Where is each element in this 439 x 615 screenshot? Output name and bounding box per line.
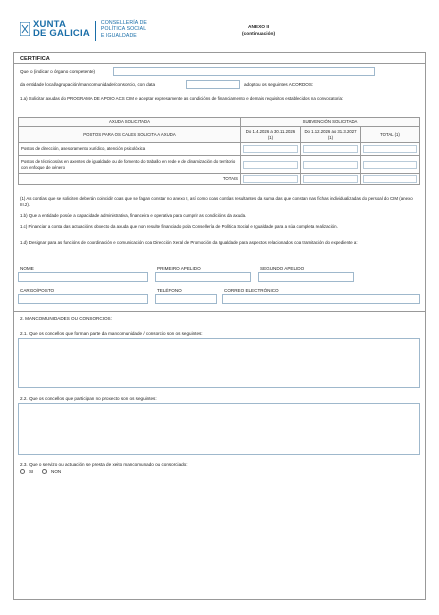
amount-input[interactable] [243,145,298,153]
xunta-emblem-icon [20,22,30,36]
date-input[interactable] [186,80,240,89]
amount-input[interactable] [243,175,298,183]
table-totals-row [19,174,420,185]
header-aid-requested: AXUDA SOLICITADA [19,118,241,127]
section-divider [14,63,425,64]
surname1-input[interactable] [155,272,251,282]
header-period-2: Do 1.12.2026 ao 31.3.2027 (1) [301,127,361,143]
section-title: CERTIFICA [20,56,50,62]
page-header [20,20,420,48]
logo-text-line2: DE GALICIA [33,28,90,39]
table-header-row [19,118,420,127]
annex-heading [242,24,275,38]
amount-input[interactable] [303,145,358,153]
totals-label: TOTAIS [19,174,241,185]
organ-input[interactable] [113,67,375,76]
section-2-title: 2. MANCOMUNIDADES OU CONSORCIOS: [20,316,112,321]
position-label: CARGO/POSTO [20,288,55,293]
department-line2: POLÍTICA SOCIAL [100,26,147,33]
note-1: (1) As contías que se soliciten deberán coincidir coas que se fagan constar no anexo I, así como coas contías resultantes da suma das que constan nas fichas individualizadas do persoal do CIM (anexo III.2). [20,196,413,207]
logo-text-line1: XUNTA [33,19,67,30]
logo-divider [95,21,96,41]
municipalities-textarea[interactable] [18,338,420,388]
paragraph-1c: 1.c) Financiar a conta das actuacións obxecto da axuda que non resulte financiado pola Consellería de Política Social e Igualdade para a súa completa realización. [20,224,338,229]
paragraph-1a: 1.a) Solicitar axudas do PROGRAMA DE APOIO ACS CIM e aceptar expresamente as condicións de financiamento e demais requisitos establecidos na convocatoria: [20,96,344,101]
name-label: NOME [20,266,34,271]
name-input[interactable] [18,272,148,282]
header-period-1: Do 1.4.2026 a 30.11.2026 (1) [241,127,301,143]
cell-period2-row1 [301,143,361,156]
paragraph-1d: 1.d) Designar para as funcións de coordinación e comunicación coa Dirección Xeral de Promoción da Igualdade para aspectos relacionados coa tramitación do expediente a: [20,240,358,245]
table-row [19,143,420,156]
cell-period1-row2 [241,156,301,174]
header-total: TOTAL (1) [361,127,420,143]
amount-input[interactable] [363,145,417,153]
phone-input[interactable] [155,294,217,304]
cell-total-row2 [361,156,420,174]
cell-period1-total [241,174,301,185]
surname2-label: SEGUNDO APELIDO [260,266,305,271]
no-label: NON [51,469,62,474]
cell-grand-total [361,174,420,185]
question-2-1: 2.1. Que os concellos que forman parte da mancomunidade / consorcio son os seguintes: [20,331,203,336]
aid-table [18,117,420,185]
department-line3: E IGUALDADE [100,32,137,39]
entity-label: da entidade local/agrupación/mancomunidade/consorcio, con data [20,82,156,87]
amount-input[interactable] [363,161,417,169]
department-line1: CONSELLERÍA DE [100,20,147,26]
question-2-3: 2.3. Que o servizo ou actuación se presta de xeito mancomunado ou consorciado: [20,462,188,467]
annex-subtitle: (continuación) [242,32,276,37]
yes-option[interactable] [20,469,33,475]
adopted-label: adoptou os seguintes ACORDOS: [244,82,314,87]
header-subsidy-requested: SUBVENCIÓN SOLICITADA [241,118,420,127]
row-label-technicians: Postos de técnicos/as en axentes de igualdade ou de fomento do traballo en rede e de dinamización do territorio con enfoque de xénero [19,156,241,174]
surname1-label: PRIMEIRO APELIDO [157,266,201,271]
section-divider [14,311,425,312]
xunta-logo [20,20,147,41]
position-input[interactable] [18,294,148,304]
paragraph-1b: 1.b) Que a entidade posúe a capacidade administrativa, financeira e operativa para cumprir as condicións da axuda. [20,213,247,218]
table-row [19,156,420,174]
cell-total-row1 [361,143,420,156]
organ-label: Que o (indicar o órgano competente) [20,69,96,74]
email-label: CORREO ELECTRÓNICO [224,288,279,293]
phone-label: TELÉFONO [157,288,182,293]
cell-period2-total [301,174,361,185]
row-label-direction: Postos de dirección, asesoramento xurídico, atención psicolóxica [19,143,241,156]
no-option[interactable] [42,469,61,475]
cell-period2-row2 [301,156,361,174]
no-radio[interactable] [42,469,47,474]
question-2-2: 2.2. Que os concellos que participan no proxecto son os seguintes: [20,396,157,401]
yes-label: SI [29,469,34,474]
annex-title: ANEXO II [247,25,270,30]
cell-period1-row1 [241,143,301,156]
amount-input[interactable] [303,161,358,169]
amount-input[interactable] [243,161,298,169]
table-subheader-row [19,127,420,143]
yes-radio[interactable] [20,469,25,474]
surname2-input[interactable] [258,272,354,282]
amount-input[interactable] [363,175,417,183]
email-input[interactable] [222,294,420,304]
amount-input[interactable] [303,175,358,183]
header-positions: POSTOS PARA OS CALES SOLICITA A AXUDA [19,127,241,143]
participants-textarea[interactable] [18,403,420,455]
